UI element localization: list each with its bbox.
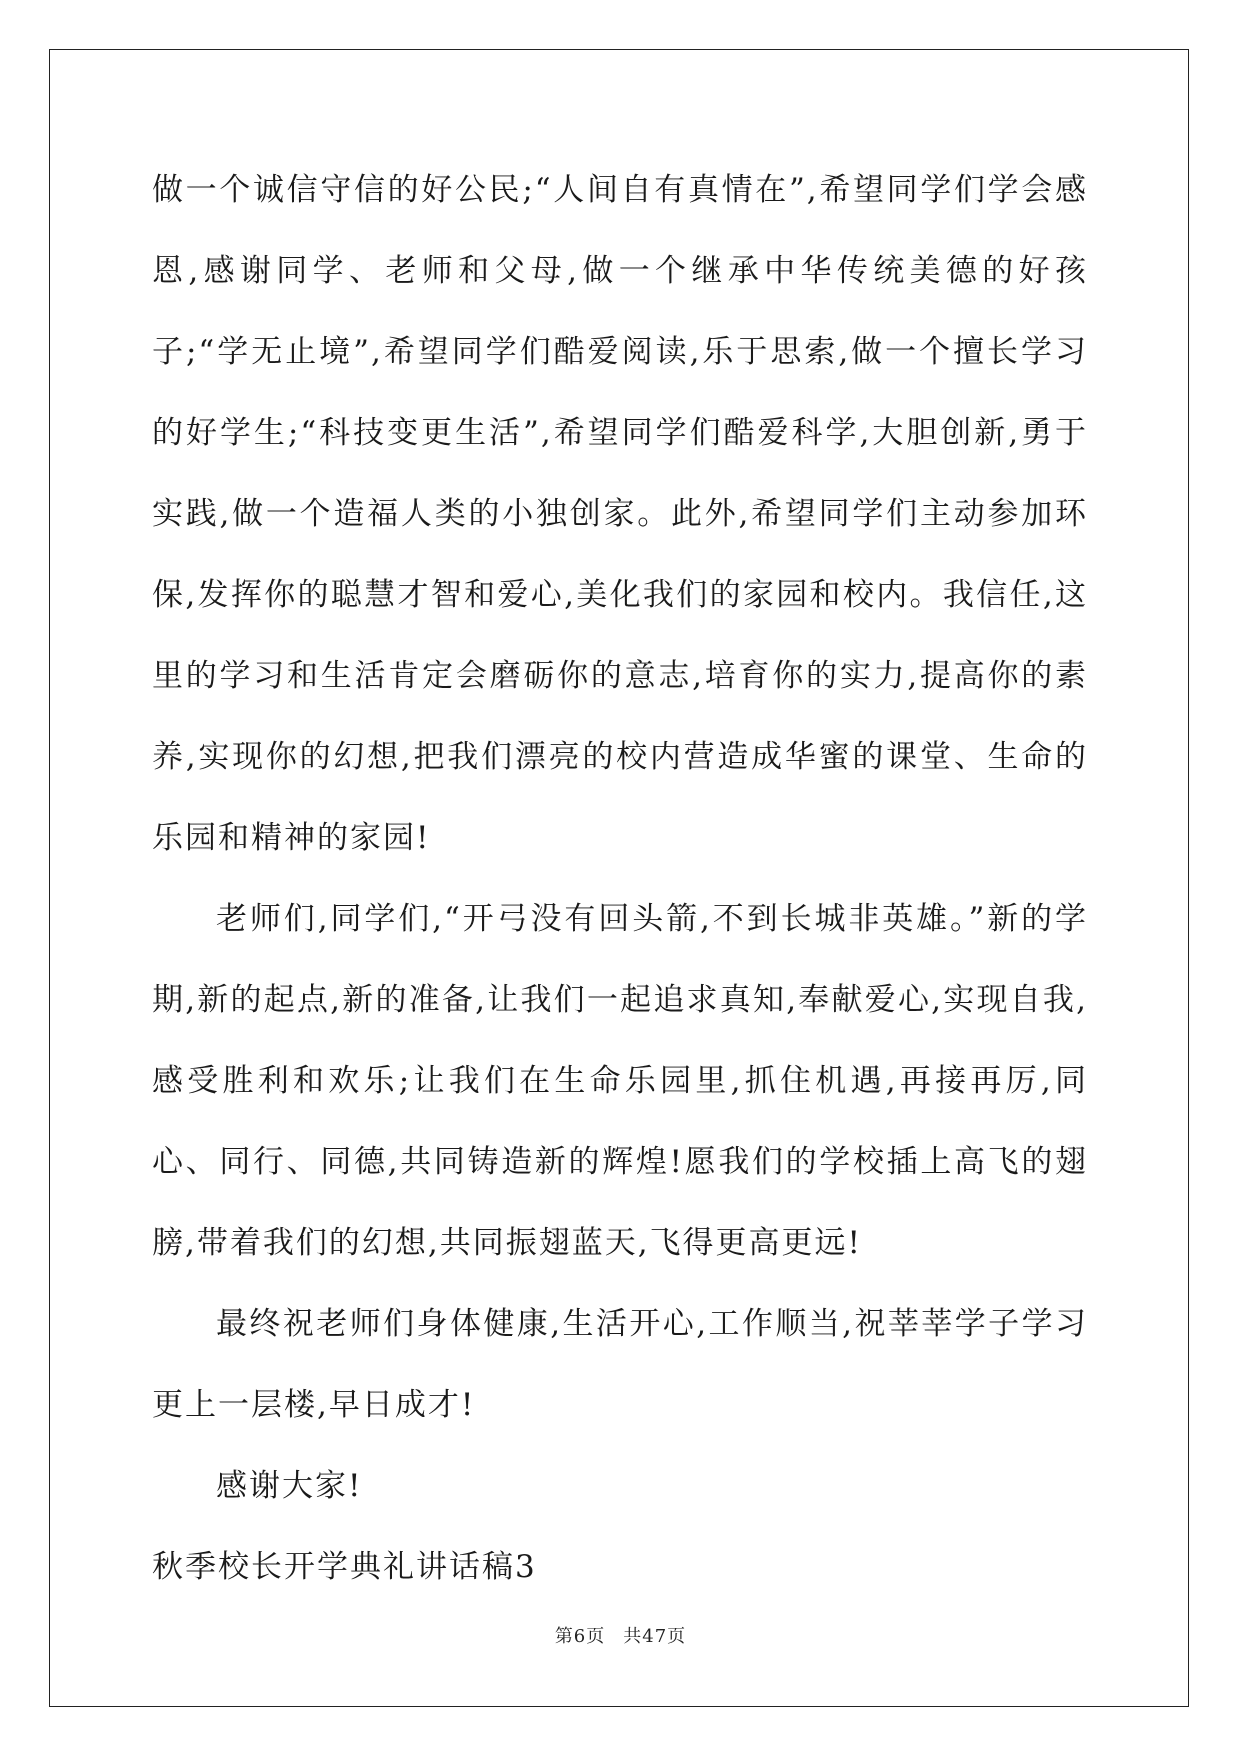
paragraph-2: 老师们,同学们,“开弓没有回头箭,不到长城非英雄。”新的学期,新的起点,新的准备,让我们一起追求真知,奉献爱心,实现自我,感受胜利和欢乐;让我们在生命乐园里,抓住机遇,再接再厉,同心、同行、同德,共同铸造新的辉煌!愿我们的学校插上高飞的翅膀,带着我们的幻想,共同振翅蓝天,飞得更高更远! [152, 901, 1088, 1261]
paragraph-4: 感谢大家! [216, 1468, 363, 1504]
document-body [152, 150, 1088, 1608]
paragraph-1: 做一个诚信守信的好公民;“人间自有真情在”,希望同学们学会感恩,感谢同学、老师和父母,做一个继承中华传统美德的好孩子;“学无止境”,希望同学们酷爱阅读,乐于思索,做一个擅长学习的好学生;“科技变更生活”,希望同学们酷爱科学,大胆创新,勇于实践,做一个造福人类的小独创家。此外,希望同学们主动参加环保,发挥你的聪慧才智和爱心,美化我们的家园和校内。我信任,这里的学习和生活肯定会磨砺你的意志,培育你的实力,提高你的素养,实现你的幻想,把我们漂亮的校内营造成华蜜的课堂、生命的乐园和精神的家园! [152, 172, 1088, 856]
page-footer [0, 1622, 1241, 1648]
paragraph-3: 最终祝老师们身体健康,生活开心,工作顺当,祝莘莘学子学习更上一层楼,早日成才! [152, 1306, 1088, 1423]
page-total: 共47页 [623, 1626, 687, 1647]
page-number: 第6页 [554, 1626, 606, 1647]
section-heading: 秋季校长开学典礼讲话稿3 [152, 1549, 537, 1585]
